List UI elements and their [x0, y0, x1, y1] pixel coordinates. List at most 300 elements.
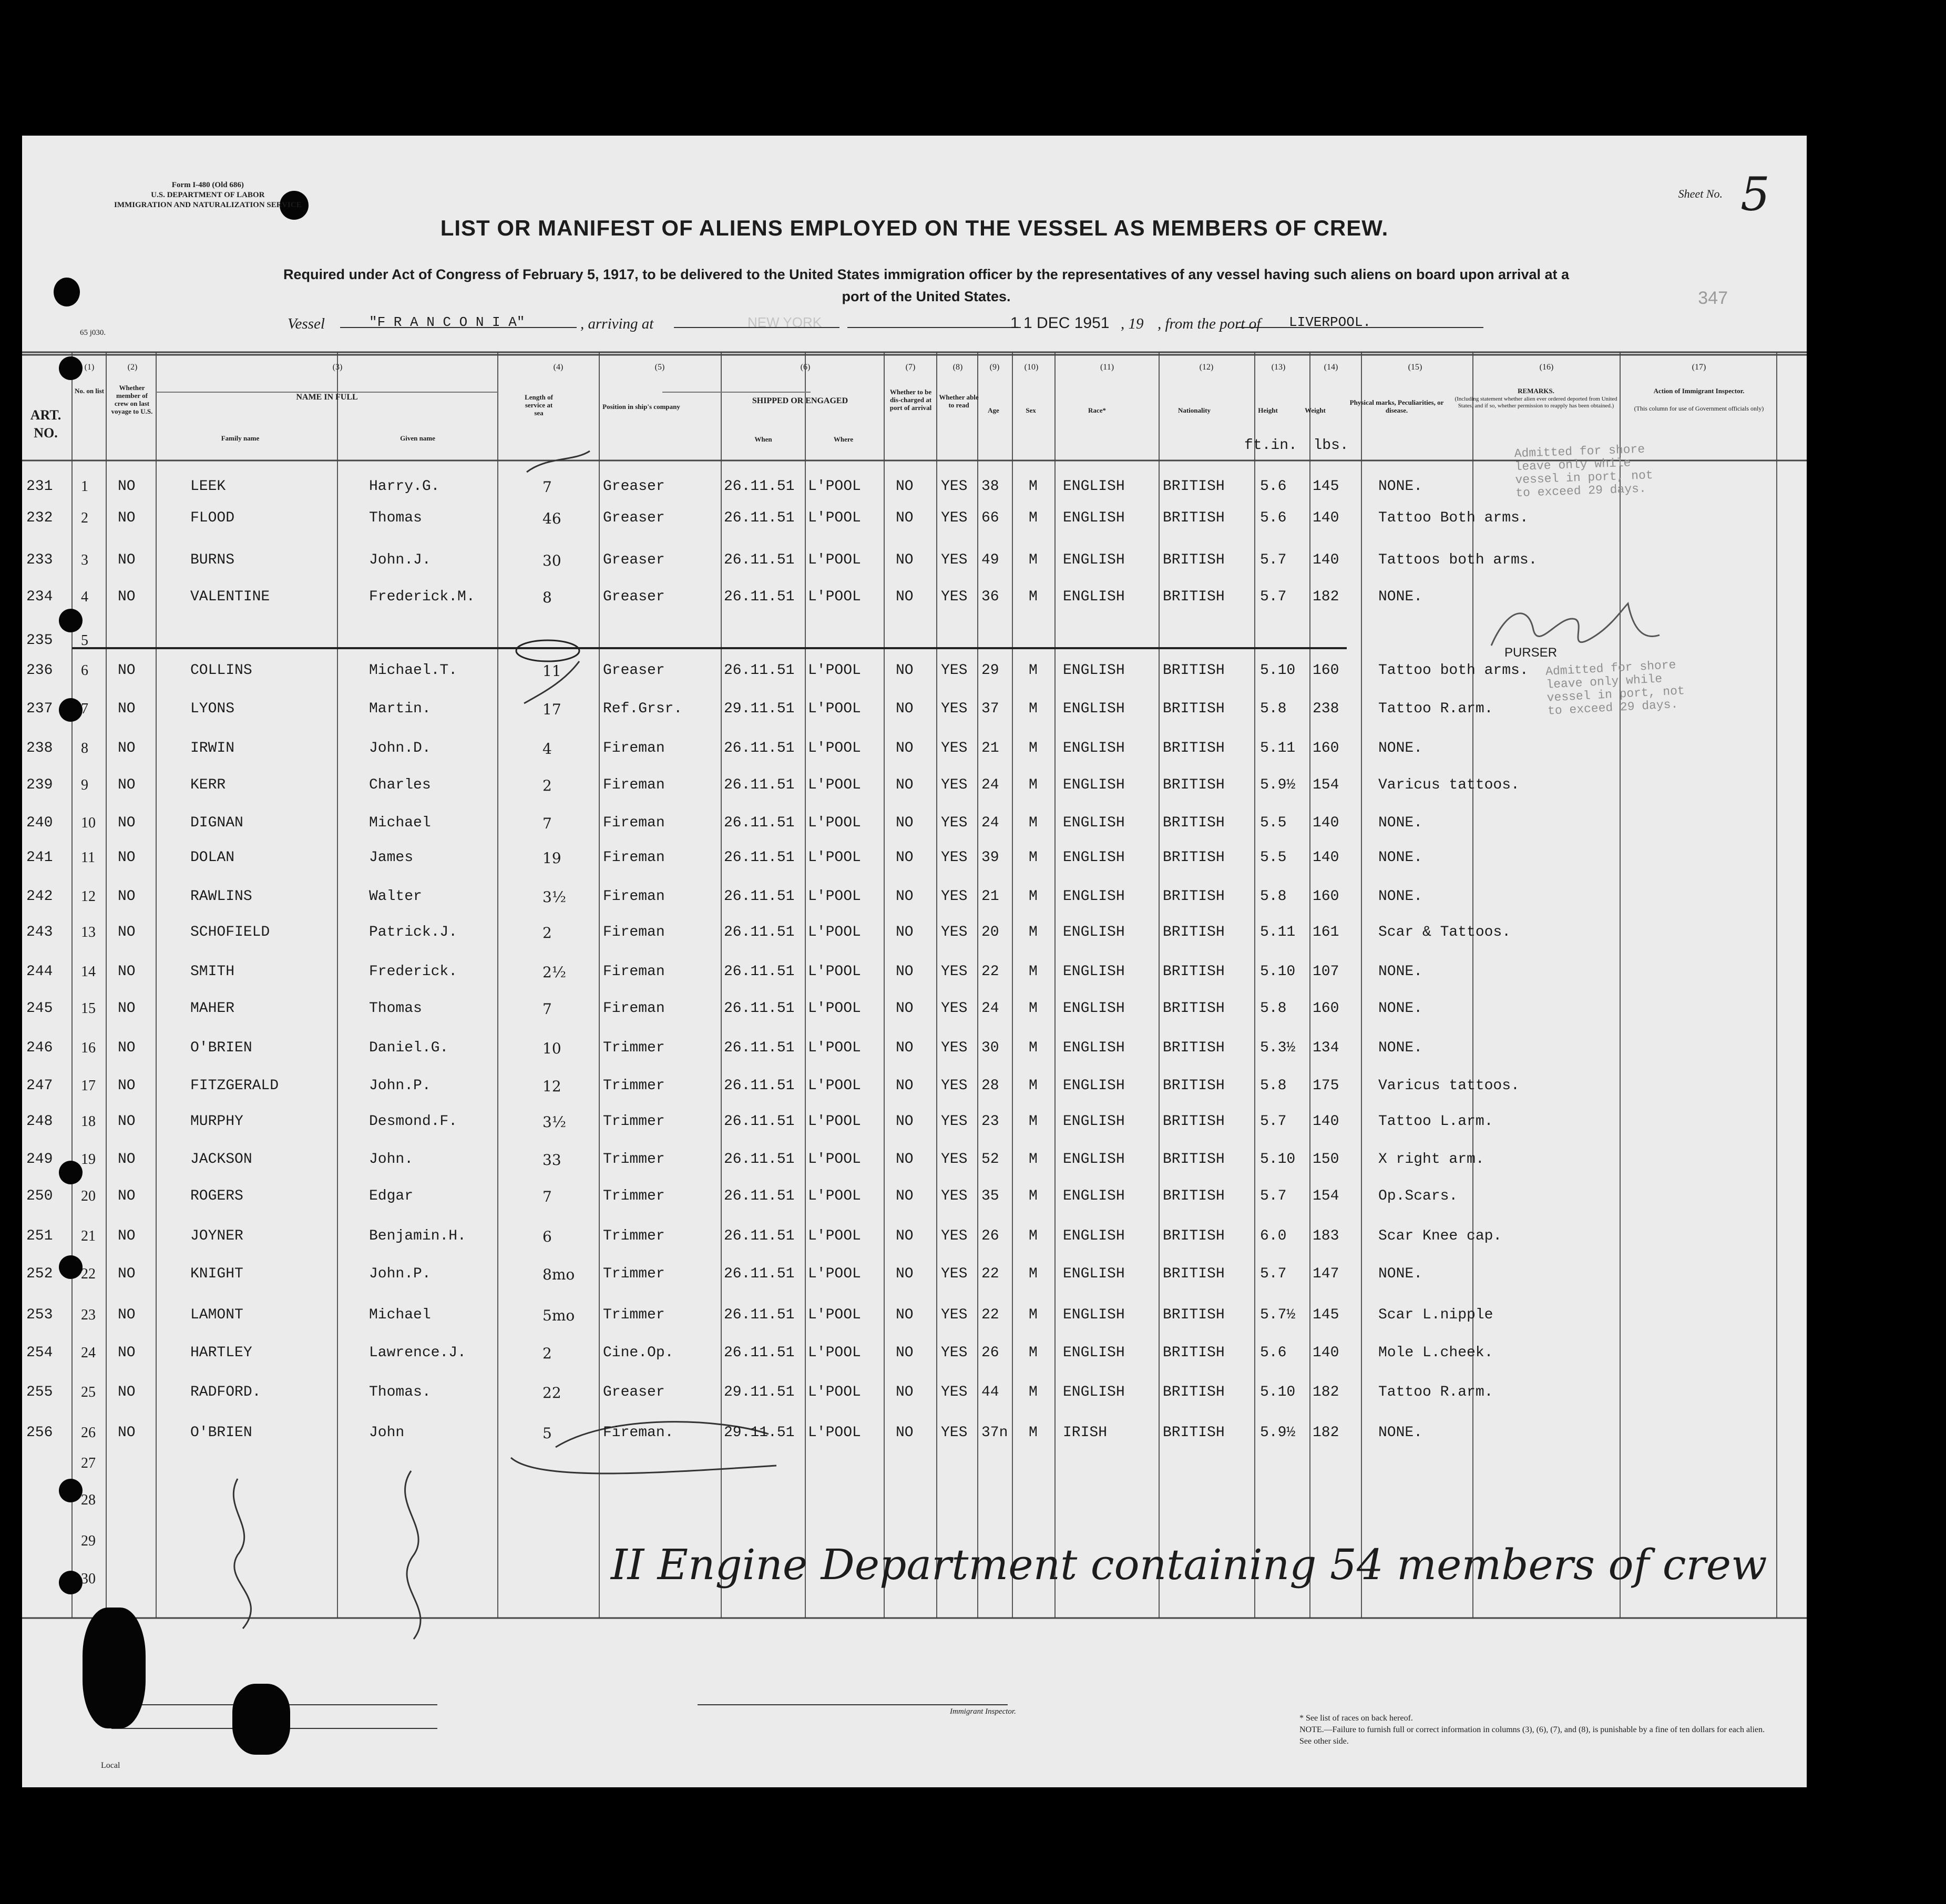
cell-list-no: 19: [81, 1151, 96, 1168]
cell-shipped-date: 26.11.51: [724, 1000, 795, 1017]
races-note: * See list of races on back hereof.: [1299, 1714, 1413, 1723]
cell-family-name: MURPHY: [190, 1113, 243, 1130]
header-height: Height: [1258, 406, 1278, 414]
cell-list-no: 24: [81, 1345, 96, 1361]
cell-shipped-date: 26.11.51: [724, 740, 795, 756]
cell-position: Fireman.: [603, 1425, 674, 1441]
cell-weight: 154: [1313, 1188, 1339, 1204]
cell-height: 5.11: [1260, 924, 1296, 940]
column-number: (10): [1024, 363, 1039, 372]
cell-able-to-read: YES: [941, 740, 968, 756]
cell-list-no: 15: [81, 1000, 96, 1017]
cell-list-no: 5: [81, 632, 88, 649]
cell-discharged: NO: [896, 510, 914, 526]
cell-family-name: RADFORD.: [190, 1384, 261, 1400]
cell-able-to-read: YES: [941, 1266, 968, 1282]
cell-last-voyage: NO: [118, 740, 136, 756]
cell-art-no: 231: [26, 478, 53, 495]
cell-weight: 238: [1313, 701, 1339, 717]
cell-given-name: Harry.G.: [369, 478, 440, 495]
cell-race: ENGLISH: [1063, 964, 1125, 980]
ink-blot: [59, 1571, 83, 1594]
cell-family-name: DIGNAN: [190, 815, 243, 831]
cell-age: 22: [981, 1266, 999, 1282]
cell-position: Greaser: [603, 478, 665, 495]
service: IMMIGRATION AND NATURALIZATION SERVICE: [114, 201, 302, 209]
cell-height: 5.10: [1260, 662, 1296, 679]
cell-nationality: BRITISH: [1163, 849, 1225, 866]
cell-age: 49: [981, 552, 999, 568]
cell-sex: M: [1029, 1228, 1038, 1244]
cell-discharged: NO: [896, 1384, 914, 1400]
header-position: Position in ship's company: [602, 403, 680, 411]
cell-discharged: NO: [896, 1000, 914, 1017]
cell-sex: M: [1029, 849, 1038, 866]
cell-given-name: Martin.: [369, 701, 431, 717]
cell-race: ENGLISH: [1063, 552, 1125, 568]
cell-shipped-date: 26.11.51: [724, 849, 795, 866]
cell-height: 5.6: [1260, 1345, 1287, 1361]
cell-last-voyage: NO: [118, 1078, 136, 1094]
cell-service-length: 33: [542, 1151, 561, 1169]
cell-family-name: JOYNER: [190, 1228, 243, 1244]
cell-nationality: BRITISH: [1163, 662, 1225, 679]
cell-discharged: NO: [896, 589, 914, 605]
cell-sex: M: [1029, 478, 1038, 495]
cell-list-no: 10: [81, 815, 96, 831]
cell-physical-marks: NONE.: [1378, 1040, 1423, 1056]
header-weight: Weight: [1305, 406, 1326, 414]
cell-given-name: Desmond.F.: [369, 1113, 458, 1130]
cell-given-name: John.P.: [369, 1266, 431, 1282]
cell-race: ENGLISH: [1063, 1188, 1125, 1204]
cell-shipped-date: 29.11.51: [724, 701, 795, 717]
cell-position: Trimmer: [603, 1040, 665, 1056]
cell-last-voyage: NO: [118, 1266, 136, 1282]
cell-nationality: BRITISH: [1163, 1040, 1225, 1056]
cell-last-voyage: NO: [118, 815, 136, 831]
column-number: (2): [127, 363, 138, 372]
cell-last-voyage: NO: [118, 510, 136, 526]
cell-sex: M: [1029, 1384, 1038, 1400]
cell-physical-marks: Tattoos both arms.: [1378, 552, 1538, 568]
ink-blot: [54, 278, 80, 306]
cell-sex: M: [1029, 1113, 1038, 1130]
cell-physical-marks: NONE.: [1378, 478, 1423, 495]
cell-service-length: 30: [542, 552, 561, 569]
cell-height: 5.7: [1260, 1188, 1287, 1204]
cell-age: 52: [981, 1151, 999, 1168]
cell-family-name: MAHER: [190, 1000, 235, 1017]
cell-nationality: BRITISH: [1163, 777, 1225, 793]
cell-weight: 140: [1313, 1345, 1339, 1361]
cell-shipped-where: L'POOL: [808, 1384, 861, 1400]
cell-shipped-date: 26.11.51: [724, 815, 795, 831]
cell-race: ENGLISH: [1063, 1078, 1125, 1094]
cell-list-no: 23: [81, 1307, 96, 1323]
cell-service-length: 22: [542, 1384, 561, 1401]
cell-able-to-read: YES: [941, 1000, 968, 1017]
cell-race: ENGLISH: [1063, 1228, 1125, 1244]
column-number: (8): [952, 363, 963, 372]
cell-given-name: Patrick.J.: [369, 924, 458, 940]
cell-list-no: 20: [81, 1188, 96, 1204]
units-lbs: lbs.: [1313, 437, 1349, 454]
cell-given-name: Thomas: [369, 510, 422, 526]
cell-race: IRISH: [1063, 1425, 1108, 1441]
shore-leave-stamp: Admitted for shore leave only while vessel in port, not to exceed 29 days.: [1545, 658, 1685, 718]
header-shipped-engaged: SHIPPED OR ENGAGED: [752, 396, 848, 405]
cell-age: 22: [981, 964, 999, 980]
column-number: (3): [332, 363, 343, 372]
cell-shipped-where: L'POOL: [808, 1228, 861, 1244]
cell-able-to-read: YES: [941, 589, 968, 605]
form-info: [114, 180, 302, 210]
cell-age: 21: [981, 740, 999, 756]
cell-physical-marks: X right arm.: [1378, 1151, 1484, 1168]
cell-given-name: Daniel.G.: [369, 1040, 449, 1056]
cell-physical-marks: NONE.: [1378, 888, 1423, 905]
cell-shipped-date: 26.11.51: [724, 1345, 795, 1361]
cell-art-no: 255: [26, 1384, 53, 1400]
cell-service-length: 2: [542, 924, 552, 941]
cell-position: Fireman: [603, 888, 665, 905]
cell-sex: M: [1029, 815, 1038, 831]
cell-service-length: 2½: [542, 964, 566, 981]
cell-age: 26: [981, 1345, 999, 1361]
cell-family-name: FITZGERALD: [190, 1078, 279, 1094]
cell-art-no: 248: [26, 1113, 53, 1130]
cell-discharged: NO: [896, 1425, 914, 1441]
cell-last-voyage: NO: [118, 777, 136, 793]
cell-family-name: HARTLEY: [190, 1345, 252, 1361]
cell-shipped-date: 26.11.51: [724, 510, 795, 526]
cell-shipped-where: L'POOL: [808, 1000, 861, 1017]
cell-shipped-date: 26.11.51: [724, 662, 795, 679]
from-port: LIVERPOOL.: [1289, 314, 1371, 330]
cell-age: 28: [981, 1078, 999, 1094]
cell-race: ENGLISH: [1063, 849, 1125, 866]
column-number: (5): [654, 363, 665, 372]
cell-race: ENGLISH: [1063, 1266, 1125, 1282]
cell-shipped-where: L'POOL: [808, 1078, 861, 1094]
cell-height: 5.10: [1260, 1384, 1296, 1400]
cell-sex: M: [1029, 888, 1038, 905]
header-no-on-list: No. on list: [75, 387, 104, 395]
header-family-name: Family name: [221, 434, 260, 442]
cell-able-to-read: YES: [941, 1228, 968, 1244]
cell-art-no: 241: [26, 849, 53, 866]
cell-list-no: 7: [81, 701, 88, 717]
cell-age: 24: [981, 815, 999, 831]
column-number: (4): [553, 363, 564, 372]
cell-position: Greaser: [603, 662, 665, 679]
cell-last-voyage: NO: [118, 1345, 136, 1361]
cell-service-length: 5: [542, 1425, 552, 1442]
cell-position: Greaser: [603, 510, 665, 526]
cell-sex: M: [1029, 740, 1038, 756]
cell-able-to-read: YES: [941, 815, 968, 831]
cell-weight: 140: [1313, 552, 1339, 568]
cell-sex: M: [1029, 589, 1038, 605]
cell-art-no: 242: [26, 888, 53, 905]
cell-given-name: Walter: [369, 888, 422, 905]
cell-nationality: BRITISH: [1163, 552, 1225, 568]
ink-blot: [59, 698, 83, 722]
cell-shipped-date: 26.11.51: [724, 777, 795, 793]
cell-art-no: 254: [26, 1345, 53, 1361]
cell-list-no: 21: [81, 1228, 96, 1244]
cell-family-name: LEEK: [190, 478, 226, 495]
cell-shipped-date: 26.11.51: [724, 1188, 795, 1204]
cell-list-no: 4: [81, 589, 88, 605]
cell-height: 5.10: [1260, 964, 1296, 980]
cell-height: 5.5: [1260, 849, 1287, 866]
cell-discharged: NO: [896, 849, 914, 866]
cell-list-no: 3: [81, 552, 88, 568]
cell-list-no: 2: [81, 510, 88, 526]
sheet-label: Sheet No.: [1678, 187, 1723, 200]
cell-shipped-date: 26.11.51: [724, 1078, 795, 1094]
cell-sex: M: [1029, 662, 1038, 679]
cell-able-to-read: YES: [941, 888, 968, 905]
cell-physical-marks: Scar L.nipple: [1378, 1307, 1493, 1323]
cell-weight: 175: [1313, 1078, 1339, 1094]
cell-sex: M: [1029, 1151, 1038, 1168]
cell-service-length: 7: [542, 1000, 552, 1018]
vessel-name: "F R A N C O N I A": [369, 314, 525, 330]
cell-height: 5.11: [1260, 740, 1296, 756]
cell-able-to-read: YES: [941, 777, 968, 793]
header-nationality: Nationality: [1177, 406, 1211, 414]
cell-given-name: Michael.T.: [369, 662, 458, 679]
cell-sex: M: [1029, 964, 1038, 980]
cell-weight: 145: [1313, 1307, 1339, 1323]
cell-list-no: 9: [81, 777, 88, 793]
cell-service-length: 3½: [542, 1113, 566, 1131]
cell-race: ENGLISH: [1063, 815, 1125, 831]
cell-art-no: 236: [26, 662, 53, 679]
cell-family-name: LAMONT: [190, 1307, 243, 1323]
cell-physical-marks: Tattoo L.arm.: [1378, 1113, 1493, 1130]
header-given-name: Given name: [400, 434, 435, 442]
cell-service-length: 7: [542, 1188, 552, 1205]
column-number: (6): [800, 363, 811, 372]
cell-art-no: 245: [26, 1000, 53, 1017]
cell-list-no: 18: [81, 1113, 96, 1130]
cell-race: ENGLISH: [1063, 478, 1125, 495]
cell-sex: M: [1029, 1078, 1038, 1094]
cell-height: 5.7½: [1260, 1307, 1296, 1323]
cell-physical-marks: Scar Knee cap.: [1378, 1228, 1502, 1244]
cell-given-name: Thomas: [369, 1000, 422, 1017]
cell-list-no: 17: [81, 1078, 96, 1094]
cell-physical-marks: Mole L.cheek.: [1378, 1345, 1493, 1361]
header-physical-marks: Physical marks, Peculiarities, or disease.: [1349, 398, 1444, 414]
header-name-in-full: NAME IN FULL: [296, 393, 358, 402]
cell-nationality: BRITISH: [1163, 1425, 1225, 1441]
cell-shipped-where: L'POOL: [808, 964, 861, 980]
arrival-date: 1 1 DEC 1951: [1010, 314, 1110, 332]
column-number: (15): [1408, 363, 1422, 372]
cell-position: Ref.Grsr.: [603, 701, 683, 717]
cell-age: 66: [981, 510, 999, 526]
cell-shipped-where: L'POOL: [808, 849, 861, 866]
ink-blot: [59, 609, 83, 632]
cell-physical-marks: NONE.: [1378, 964, 1423, 980]
cell-able-to-read: YES: [941, 1384, 968, 1400]
cell-list-no: 28: [81, 1492, 96, 1508]
cell-sex: M: [1029, 510, 1038, 526]
cell-nationality: BRITISH: [1163, 1345, 1225, 1361]
cell-shipped-where: L'POOL: [808, 888, 861, 905]
ink-blot: [59, 1161, 83, 1184]
cell-shipped-where: L'POOL: [808, 1307, 861, 1323]
cell-weight: 140: [1313, 510, 1339, 526]
cell-last-voyage: NO: [118, 1151, 136, 1168]
cell-given-name: John.J.: [369, 552, 431, 568]
cell-age: 29: [981, 662, 999, 679]
cell-physical-marks: Scar & Tattoos.: [1378, 924, 1511, 940]
cell-discharged: NO: [896, 662, 914, 679]
header-when: When: [754, 435, 772, 443]
local-label: Local: [101, 1761, 120, 1770]
cell-age: 21: [981, 888, 999, 905]
ink-blot: [232, 1684, 290, 1755]
header-action-note: (This column for use of Government officials only): [1634, 405, 1764, 412]
cell-height: 5.8: [1260, 701, 1287, 717]
cell-family-name: O'BRIEN: [190, 1040, 252, 1056]
cell-sex: M: [1029, 1425, 1038, 1441]
cell-art-no: 253: [26, 1307, 53, 1323]
cell-age: 39: [981, 849, 999, 866]
cell-art-no: 243: [26, 924, 53, 940]
cell-shipped-where: L'POOL: [808, 740, 861, 756]
cell-position: Trimmer: [603, 1151, 665, 1168]
cell-physical-marks: NONE.: [1378, 1266, 1423, 1282]
cell-shipped-where: L'POOL: [808, 924, 861, 940]
header-action-inspector: Action of Immigrant Inspector.: [1653, 387, 1745, 395]
column-number: (14): [1324, 363, 1338, 372]
cell-height: 5.9½: [1260, 777, 1296, 793]
manifest-sheet: [22, 136, 1807, 1787]
cell-age: 38: [981, 478, 999, 495]
cell-given-name: Charles: [369, 777, 431, 793]
cell-shipped-where: L'POOL: [808, 777, 861, 793]
cell-service-length: 3½: [542, 888, 566, 906]
cell-position: Trimmer: [603, 1228, 665, 1244]
cell-discharged: NO: [896, 1188, 914, 1204]
cell-physical-marks: NONE.: [1378, 589, 1423, 605]
cell-age: 37n: [981, 1425, 1008, 1441]
cell-race: ENGLISH: [1063, 589, 1125, 605]
cell-able-to-read: YES: [941, 478, 968, 495]
cell-shipped-date: 26.11.51: [724, 589, 795, 605]
cell-height: 5.8: [1260, 1000, 1287, 1017]
cell-service-length: 10: [542, 1040, 561, 1057]
cell-last-voyage: NO: [118, 1425, 136, 1441]
cell-weight: 182: [1313, 1425, 1339, 1441]
cell-given-name: Edgar: [369, 1188, 414, 1204]
cell-shipped-where: L'POOL: [808, 701, 861, 717]
cell-weight: 140: [1313, 849, 1339, 866]
cell-weight: 154: [1313, 777, 1339, 793]
cell-discharged: NO: [896, 777, 914, 793]
cell-art-no: 240: [26, 815, 53, 831]
cell-discharged: NO: [896, 964, 914, 980]
units-ft-in: ft.in.: [1244, 437, 1297, 454]
cell-nationality: BRITISH: [1163, 888, 1225, 905]
cell-physical-marks: NONE.: [1378, 1425, 1423, 1441]
vessel-label: Vessel: [288, 315, 325, 332]
cell-position: Trimmer: [603, 1113, 665, 1130]
cell-race: ENGLISH: [1063, 888, 1125, 905]
column-number: (16): [1539, 363, 1554, 372]
cell-age: 22: [981, 1307, 999, 1323]
cell-able-to-read: YES: [941, 701, 968, 717]
cell-position: Fireman: [603, 740, 665, 756]
cell-height: 5.8: [1260, 888, 1287, 905]
cell-physical-marks: Tattoo both arms.: [1378, 662, 1529, 679]
cell-discharged: NO: [896, 478, 914, 495]
header-race: Race*: [1088, 406, 1106, 414]
cell-shipped-date: 26.11.51: [724, 1151, 795, 1168]
cell-race: ENGLISH: [1063, 1113, 1125, 1130]
column-number: (9): [989, 363, 1000, 372]
cell-sex: M: [1029, 1188, 1038, 1204]
cell-list-no: 14: [81, 964, 96, 980]
cell-last-voyage: NO: [118, 1040, 136, 1056]
cell-position: Greaser: [603, 552, 665, 568]
inspector-label: Immigrant Inspector.: [950, 1707, 1016, 1716]
cell-list-no: 8: [81, 740, 88, 756]
cell-discharged: NO: [896, 1345, 914, 1361]
cell-nationality: BRITISH: [1163, 1188, 1225, 1204]
cell-able-to-read: YES: [941, 1345, 968, 1361]
cell-list-no: 12: [81, 888, 96, 905]
cell-race: ENGLISH: [1063, 777, 1125, 793]
cell-art-no: 256: [26, 1425, 53, 1441]
cell-age: 24: [981, 1000, 999, 1017]
cell-weight: 107: [1313, 964, 1339, 980]
cell-art-no: 235: [26, 632, 53, 649]
cell-position: Trimmer: [603, 1266, 665, 1282]
cell-given-name: Lawrence.J.: [369, 1345, 466, 1361]
cell-list-no: 30: [81, 1571, 96, 1587]
cell-age: 30: [981, 1040, 999, 1056]
cell-height: 5.9½: [1260, 1425, 1296, 1441]
cell-given-name: Frederick.M.: [369, 589, 475, 605]
cell-family-name: VALENTINE: [190, 589, 270, 605]
cell-given-name: Thomas.: [369, 1384, 431, 1400]
cell-able-to-read: YES: [941, 1113, 968, 1130]
cell-age: 26: [981, 1228, 999, 1244]
cell-race: ENGLISH: [1063, 1345, 1125, 1361]
cell-given-name: John.D.: [369, 740, 431, 756]
cell-height: 5.7: [1260, 1266, 1287, 1282]
cell-nationality: BRITISH: [1163, 1266, 1225, 1282]
cell-nationality: BRITISH: [1163, 964, 1225, 980]
cell-art-no: 239: [26, 777, 53, 793]
cell-family-name: COLLINS: [190, 662, 252, 679]
cell-sex: M: [1029, 1000, 1038, 1017]
cell-shipped-where: L'POOL: [808, 662, 861, 679]
cell-height: 5.7: [1260, 589, 1287, 605]
cell-nationality: BRITISH: [1163, 740, 1225, 756]
cell-physical-marks: NONE.: [1378, 849, 1423, 866]
column-number: (11): [1100, 363, 1114, 372]
cell-height: 5.5: [1260, 815, 1287, 831]
